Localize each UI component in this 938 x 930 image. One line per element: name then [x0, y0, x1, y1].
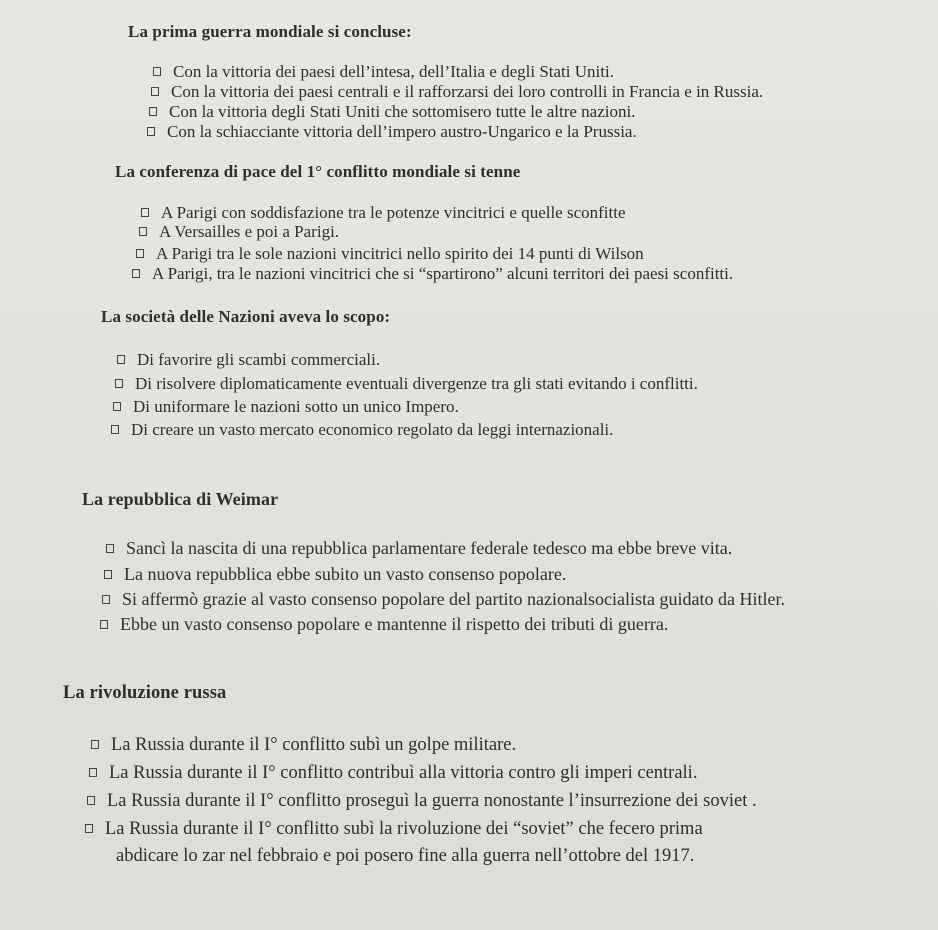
question-title: La repubblica di Weimar — [82, 489, 279, 509]
checkbox-icon[interactable] — [104, 570, 112, 579]
question-title: La società delle Nazioni aveva lo scopo: — [101, 307, 391, 326]
answer-option-text: La nuova repubblica ebbe subito un vasto consenso popolare. — [124, 564, 567, 584]
answer-option[interactable] — [151, 82, 763, 102]
answer-option-text: A Parigi, tra le nazioni vincitrici che si “spartirono” alcuni territori dei paesi sconfitti. — [152, 264, 734, 283]
answer-option[interactable] — [113, 397, 459, 417]
checkbox-icon[interactable] — [85, 824, 93, 833]
checkbox-icon[interactable] — [100, 620, 108, 629]
answer-option[interactable] — [132, 264, 733, 284]
question-title: La rivoluzione russa — [63, 683, 227, 703]
answer-option[interactable] — [91, 735, 516, 755]
checkbox-icon[interactable] — [136, 249, 144, 258]
answer-option-text: La Russia durante il I° conflitto contribuì alla vittoria contro gli imperi centrali. — [109, 763, 698, 783]
answer-option[interactable] — [102, 589, 785, 609]
checkbox-icon[interactable] — [117, 355, 125, 364]
checkbox-icon[interactable] — [147, 127, 155, 136]
checkbox-icon[interactable] — [91, 740, 99, 749]
checkbox-icon[interactable] — [111, 425, 119, 434]
answer-option-text: Di creare un vasto mercato economico regolato da leggi internazionali. — [131, 420, 614, 439]
answer-option[interactable] — [117, 350, 380, 370]
answer-option-text: Di favorire gli scambi commerciali. — [137, 350, 381, 369]
checkbox-icon[interactable] — [149, 107, 157, 116]
answer-option-text: Con la schiacciante vittoria dell’impero austro-Ungarico e la Prussia. — [167, 122, 637, 141]
answer-option-text: A Versailles e poi a Parigi. — [159, 222, 340, 241]
answer-option-text: Si affermò grazie al vasto consenso popolare del partito nazionalsocialista guidato da Hitler. — [122, 589, 785, 609]
answer-option-text: A Parigi con soddisfazione tra le potenze vincitrici e quelle sconfitte — [161, 203, 626, 222]
answer-option[interactable] — [104, 564, 566, 584]
answer-option[interactable] — [115, 374, 698, 394]
checkbox-icon[interactable] — [106, 544, 114, 553]
answer-option-text: La Russia durante il I° conflitto subì la rivoluzione dei “soviet” che fecero prima — [105, 819, 703, 839]
checkbox-icon[interactable] — [132, 269, 140, 278]
answer-option[interactable] — [100, 614, 668, 634]
answer-option[interactable] — [149, 102, 635, 122]
answer-option[interactable] — [153, 62, 614, 82]
answer-option[interactable] — [139, 222, 339, 242]
answer-option[interactable] — [106, 538, 732, 558]
answer-option[interactable] — [136, 244, 644, 264]
answer-option-text: La Russia durante il I° conflitto proseguì la guerra nonostante l’insurrezione dei soviet . — [107, 791, 757, 811]
answer-option[interactable] — [141, 203, 626, 223]
question-title: La prima guerra mondiale si concluse: — [128, 22, 412, 41]
answer-option[interactable] — [87, 791, 757, 811]
answer-option-text: Con la vittoria dei paesi centrali e il rafforzarsi dei loro controlli in Francia e in Russia. — [171, 82, 764, 101]
answer-option-text: La Russia durante il I° conflitto subì un golpe militare. — [111, 735, 517, 755]
checkbox-icon[interactable] — [102, 595, 110, 604]
answer-option-text: Di risolvere diplomaticamente eventuali divergenze tra gli stati evitando i conflitti. — [135, 374, 698, 393]
checkbox-icon[interactable] — [151, 87, 159, 96]
answer-option-text: Con la vittoria degli Stati Uniti che sottomisero tutte le altre nazioni. — [169, 102, 636, 121]
checkbox-icon[interactable] — [141, 208, 149, 217]
answer-option[interactable] — [89, 763, 697, 783]
checkbox-icon[interactable] — [87, 796, 95, 805]
question-title: La conferenza di pace del 1° conflitto mondiale si tenne — [115, 162, 521, 181]
checkbox-icon[interactable] — [139, 227, 147, 236]
answer-option-text: Con la vittoria dei paesi dell’intesa, dell’Italia e degli Stati Uniti. — [173, 62, 614, 81]
checkbox-icon[interactable] — [153, 67, 161, 76]
checkbox-icon[interactable] — [113, 402, 121, 411]
checkbox-icon[interactable] — [89, 768, 97, 777]
answer-option[interactable] — [85, 819, 703, 839]
answer-option[interactable] — [111, 420, 613, 440]
answer-option-text: A Parigi tra le sole nazioni vincitrici nello spirito dei 14 punti di Wilson — [156, 244, 644, 263]
answer-option[interactable] — [147, 122, 637, 142]
answer-option-text: Ebbe un vasto consenso popolare e mantenne il rispetto dei tributi di guerra. — [120, 614, 669, 634]
answer-option-text: Sancì la nascita di una repubblica parlamentare federale tedesco ma ebbe breve vita. — [126, 538, 733, 558]
checkbox-icon[interactable] — [115, 379, 123, 388]
answer-option-continuation: abdicare lo zar nel febbraio e poi posero fine alla guerra nell’ottobre del 1917. — [116, 846, 695, 866]
answer-option-text: Di uniformare le nazioni sotto un unico Impero. — [133, 397, 459, 416]
